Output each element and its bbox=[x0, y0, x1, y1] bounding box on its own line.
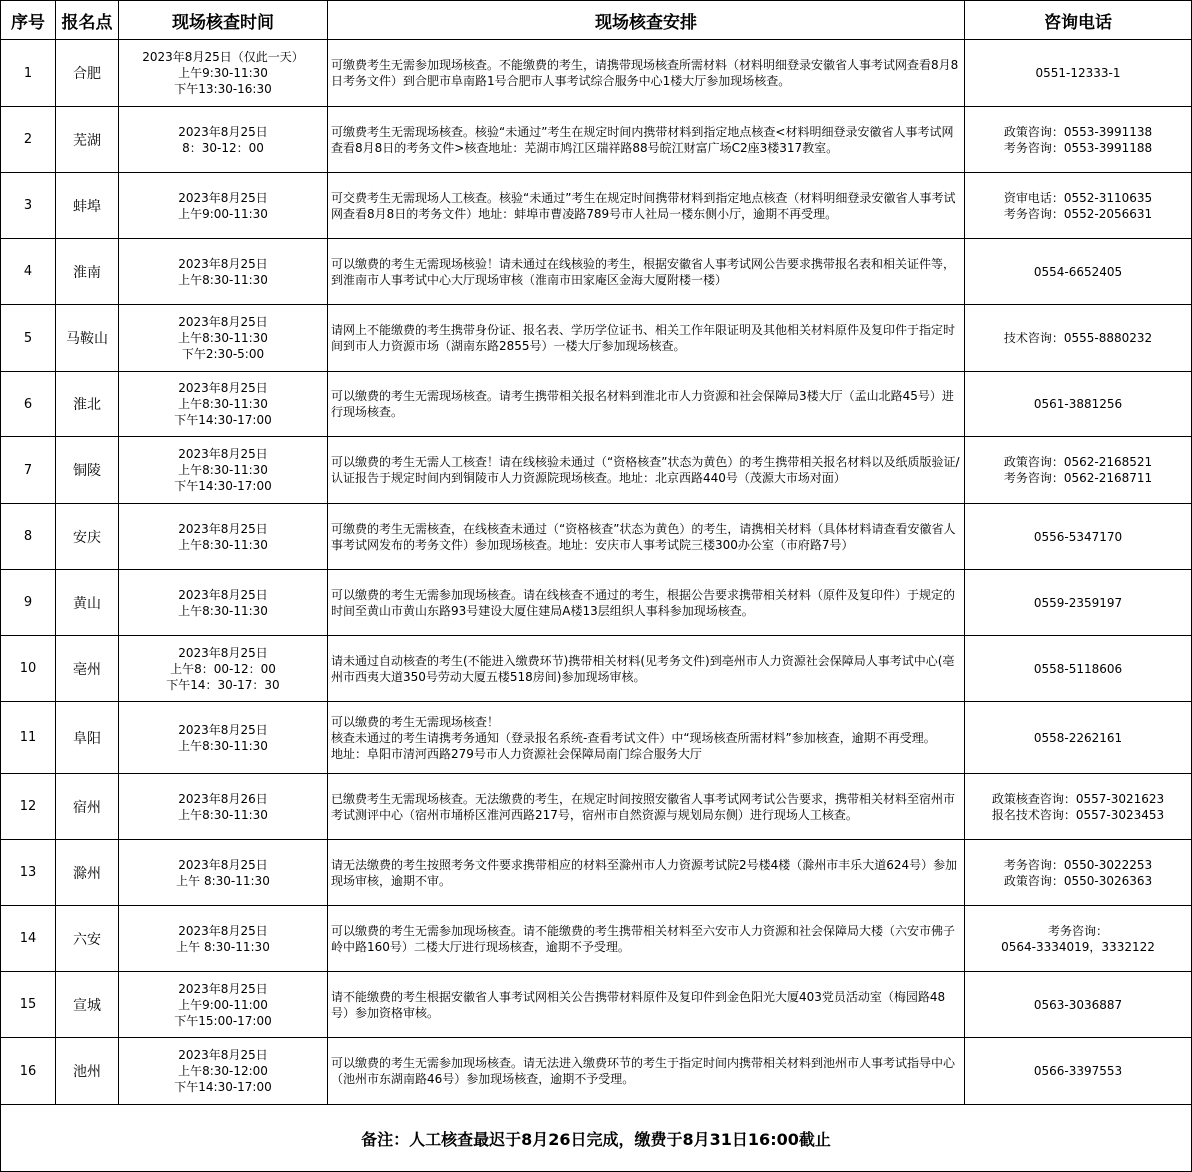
row-city: 阜阳 bbox=[56, 702, 119, 774]
row-time bbox=[119, 107, 328, 173]
row-time-line: 上午8:30-12:00 bbox=[178, 1064, 268, 1078]
row-time-line: 上午8：00-12：00 bbox=[170, 661, 276, 676]
row-index: 12 bbox=[1, 774, 56, 840]
row-time-line: 下午14:30-17:00 bbox=[174, 413, 272, 427]
row-arrangement: 可以缴费的考生无需现场核查。请考生携带相关报名材料到淮北市人力资源和社会保障局3楼大厅（孟山北路45号）进行现场核查。 bbox=[328, 372, 965, 437]
row-city: 宣城 bbox=[56, 972, 119, 1038]
row-arrangement-line: 可以缴费的考生无需现场核查！ bbox=[331, 714, 500, 729]
row-phone bbox=[965, 840, 1192, 906]
row-phone-line: 技术咨询：0555-8880232 bbox=[1003, 331, 1153, 345]
table-row bbox=[1, 239, 1192, 305]
row-phone bbox=[965, 570, 1192, 636]
row-time-line: 2023年8月25日 bbox=[178, 587, 268, 602]
table-row bbox=[1, 774, 1192, 840]
row-time-line: 2023年8月26日 bbox=[178, 791, 268, 806]
row-index: 2 bbox=[1, 107, 56, 173]
row-time bbox=[119, 636, 328, 702]
header-arrangement: 现场核查安排 bbox=[328, 1, 965, 40]
row-index: 3 bbox=[1, 173, 56, 239]
row-index: 7 bbox=[1, 437, 56, 504]
row-arrangement: 已缴费考生无需现场核查。无法缴费的考生，在规定时间按照安徽省人事考试网考试公告要求，携带相关材料至宿州市考试测评中心（宿州市埇桥区淮河西路217号，宿州市自然资源与规划局东侧）进行现场人工核查。 bbox=[328, 774, 965, 840]
row-time-line: 下午15:00-17:00 bbox=[174, 1013, 272, 1028]
row-index: 4 bbox=[1, 239, 56, 305]
row-time bbox=[119, 40, 328, 107]
row-phone-line: 0558-5118606 bbox=[1033, 661, 1123, 676]
row-arrangement: 请无法缴费的考生按照考务文件要求携带相应的材料至滁州市人力资源考试院2号楼4楼（滁州市丰乐大道624号）参加现场审核，逾期不审。 bbox=[328, 840, 965, 906]
row-time-line: 上午8:30-11:30 bbox=[178, 463, 268, 477]
row-phone bbox=[965, 636, 1192, 702]
note-row bbox=[1, 1105, 1192, 1172]
row-phone-line: 考务咨询：0562-2168711 bbox=[1003, 471, 1153, 485]
row-phone-line: 0558-2262161 bbox=[1033, 730, 1123, 745]
row-arrangement: 可以缴费的考生无需现场核验！请未通过在线核验的考生，根据安徽省人事考试网公告要求携带报名表和相关证件等，到淮南市人事考试中心大厅现场审核（淮南市田家庵区金海大厦附楼一楼） bbox=[328, 239, 965, 305]
row-phone-line: 考务咨询：0553-3991188 bbox=[1003, 140, 1153, 155]
row-arrangement-line: 核查未通过的考生请携考务通知（登录报名系统-查看考试文件）中“现场核查所需材料”参加核查，逾期不再受理。 bbox=[331, 730, 936, 745]
header-city: 报名点 bbox=[56, 1, 119, 40]
row-phone-line: 0563-3036887 bbox=[1033, 997, 1123, 1012]
row-time-line: 2023年8月25日 bbox=[178, 315, 268, 329]
row-index: 14 bbox=[1, 906, 56, 972]
row-phone-line: 0564-3334019，3332122 bbox=[1001, 939, 1155, 954]
row-time bbox=[119, 972, 328, 1038]
row-time bbox=[119, 774, 328, 840]
row-phone bbox=[965, 372, 1192, 437]
row-time bbox=[119, 1038, 328, 1105]
row-time-line: 下午2:30-5:00 bbox=[181, 347, 265, 361]
row-phone bbox=[965, 774, 1192, 840]
row-phone-line: 0561-3881256 bbox=[1033, 397, 1123, 411]
row-arrangement: 可以缴费的考生无需参加现场核查。请不能缴费的考生携带相关材料至六安市人力资源和社会保障局大楼（六安市佛子岭中路160号）二楼大厅进行现场核查，逾期不予受理。 bbox=[328, 906, 965, 972]
row-phone-line: 0554-6652405 bbox=[1033, 264, 1123, 279]
row-arrangement: 可交费考生无需现场人工核查。核验“未通过”考生在规定时间携带材料到指定地点核查（材料明细登录安徽省人事考试网查看8月8日的考务文件）地址：蚌埠市曹凌路789号市人社局一楼东侧小厅，逾期不再受理。 bbox=[328, 173, 965, 239]
row-time bbox=[119, 570, 328, 636]
row-time-line: 2023年8月25日 bbox=[178, 521, 268, 536]
row-time-line: 2023年8月25日 bbox=[178, 124, 268, 139]
row-phone bbox=[965, 173, 1192, 239]
row-arrangement: 可以缴费的考生无需人工核查！请在线核验未通过（“资格核查”状态为黄色）的考生携带相关报名材料以及纸质版验证/认证报告于规定时间内到铜陵市人力资源院现场核查。地址：北京西路440号（茂源大市场对面） bbox=[328, 437, 965, 504]
table-row bbox=[1, 972, 1192, 1038]
row-phone-line: 资审电话：0552-3110635 bbox=[1003, 190, 1153, 205]
row-phone bbox=[965, 305, 1192, 372]
row-time-line: 2023年8月25日 bbox=[178, 381, 268, 395]
row-phone-line: 0559-2359197 bbox=[1033, 595, 1123, 610]
row-phone-line: 0556-5347170 bbox=[1033, 529, 1123, 544]
row-time-line: 下午14:30-17:00 bbox=[174, 479, 272, 493]
row-city: 黄山 bbox=[56, 570, 119, 636]
row-arrangement: 可缴费考生无需参加现场核查。不能缴费的考生，请携带现场核查所需材料（材料明细登录安徽省人事考试网查看8月8日考务文件）到合肥市阜南路1号合肥市人事考试综合服务中心1楼大厅参加现场核查。 bbox=[328, 40, 965, 107]
row-phone bbox=[965, 40, 1192, 107]
row-phone bbox=[965, 906, 1192, 972]
row-city: 铜陵 bbox=[56, 437, 119, 504]
row-time-line: 2023年8月25日 bbox=[178, 1048, 268, 1062]
row-time-line: 下午14：30-17：30 bbox=[166, 677, 280, 692]
row-city: 芜湖 bbox=[56, 107, 119, 173]
row-time-line: 上午8:30-11:30 bbox=[178, 537, 268, 552]
row-index: 11 bbox=[1, 702, 56, 774]
row-phone-line: 考务咨询： bbox=[1047, 923, 1108, 938]
table-row bbox=[1, 906, 1192, 972]
row-time bbox=[119, 906, 328, 972]
row-time-line: 下午13:30-16:30 bbox=[174, 82, 272, 96]
row-time bbox=[119, 702, 328, 774]
row-city: 滁州 bbox=[56, 840, 119, 906]
row-time-line: 2023年8月25日 bbox=[178, 981, 268, 996]
table-row bbox=[1, 107, 1192, 173]
row-time bbox=[119, 173, 328, 239]
row-city: 宿州 bbox=[56, 774, 119, 840]
row-phone bbox=[965, 1038, 1192, 1105]
row-time-line: 上午8:30-11:30 bbox=[178, 807, 268, 822]
row-arrangement: 请网上不能缴费的考生携带身份证、报名表、学历学位证书、相关工作年限证明及其他相关材料原件及复印件于指定时间到市人力资源市场（湖南东路2855号）一楼大厅参加现场核查。 bbox=[328, 305, 965, 372]
row-time-line: 2023年8月25日 bbox=[178, 857, 268, 872]
row-city: 马鞍山 bbox=[56, 305, 119, 372]
header-time: 现场核查时间 bbox=[119, 1, 328, 40]
row-time-line: 2023年8月25日 bbox=[178, 256, 268, 271]
row-time-line: 上午9:00-11:00 bbox=[178, 997, 268, 1012]
row-index: 8 bbox=[1, 504, 56, 570]
row-phone bbox=[965, 972, 1192, 1038]
row-time bbox=[119, 437, 328, 504]
row-city: 亳州 bbox=[56, 636, 119, 702]
row-arrangement: 请不能缴费的考生根据安徽省人事考试网相关公告携带材料原件及复印件到金色阳光大厦403党员活动室（梅园路48号）参加资格审核。 bbox=[328, 972, 965, 1038]
row-index: 1 bbox=[1, 40, 56, 107]
header-phone: 咨询电话 bbox=[965, 1, 1192, 40]
row-arrangement-line: 地址：阜阳市清河西路279号市人力资源社会保障局南门综合服务大厅 bbox=[331, 746, 702, 761]
row-time bbox=[119, 504, 328, 570]
header-row bbox=[1, 1, 1192, 40]
table-row bbox=[1, 840, 1192, 906]
row-time bbox=[119, 372, 328, 437]
row-time-line: 上午8:30-11:30 bbox=[178, 738, 268, 753]
table-row bbox=[1, 437, 1192, 504]
row-phone-line: 考务咨询：0552-2056631 bbox=[1003, 206, 1153, 221]
row-city: 六安 bbox=[56, 906, 119, 972]
row-time-line: 下午14:30-17:00 bbox=[174, 1080, 272, 1094]
row-time-line: 上午8:30-11:30 bbox=[178, 331, 268, 345]
row-city: 淮北 bbox=[56, 372, 119, 437]
footer-note: 备注：人工核查最迟于8月26日完成，缴费于8月31日16:00截止 bbox=[1, 1105, 1192, 1172]
row-time-line: 2023年8月25日 bbox=[178, 645, 268, 660]
row-time-line: 上午 8:30-11:30 bbox=[176, 939, 270, 954]
row-arrangement: 可以缴费的考生无需参加现场核查。请无法进入缴费环节的考生于指定时间内携带相关材料到池州市人事考试指导中心（池州市东湖南路46号）参加现场核查，逾期不予受理。 bbox=[328, 1038, 965, 1105]
row-time-line: 上午9:00-11:30 bbox=[178, 206, 268, 221]
row-phone-line: 报名技术咨询：0557-3023453 bbox=[991, 807, 1165, 822]
row-phone bbox=[965, 239, 1192, 305]
row-arrangement: 请未通过自动核查的考生(不能进入缴费环节)携带相关材料(见考务文件)到亳州市人力资源社会保障局人事考试中心(亳州市西夷大道350号劳动大厦五楼518房间)参加现场审核。 bbox=[328, 636, 965, 702]
row-arrangement: 可缴费考生无需现场核查。核验“未通过”考生在规定时间内携带材料到指定地点核查<材料明细登录安徽省人事考试网查看8月8日的考务文件>核查地址：芜湖市鸠江区瑞祥路88号皖江财富广场C2座3楼317教室。 bbox=[328, 107, 965, 173]
row-time-line: 8：30-12：00 bbox=[182, 140, 264, 155]
row-time bbox=[119, 239, 328, 305]
row-time-line: 2023年8月25日 bbox=[178, 190, 268, 205]
row-city: 淮南 bbox=[56, 239, 119, 305]
row-time bbox=[119, 840, 328, 906]
table-row bbox=[1, 173, 1192, 239]
row-arrangement bbox=[328, 702, 965, 774]
table-row bbox=[1, 636, 1192, 702]
table-row bbox=[1, 40, 1192, 107]
table-row bbox=[1, 570, 1192, 636]
row-phone-line: 考务咨询：0550-3022253 bbox=[1003, 857, 1153, 872]
row-index: 10 bbox=[1, 636, 56, 702]
table-row bbox=[1, 372, 1192, 437]
row-city: 安庆 bbox=[56, 504, 119, 570]
row-city: 蚌埠 bbox=[56, 173, 119, 239]
row-city: 池州 bbox=[56, 1038, 119, 1105]
table-row bbox=[1, 1038, 1192, 1105]
row-phone-line: 0551-12333-1 bbox=[1035, 66, 1121, 80]
table-body bbox=[1, 40, 1192, 1105]
row-time-line: 上午8:30-11:30 bbox=[178, 397, 268, 411]
table-row bbox=[1, 305, 1192, 372]
row-time-line: 2023年8月25日 bbox=[178, 722, 268, 737]
row-city: 合肥 bbox=[56, 40, 119, 107]
row-index: 5 bbox=[1, 305, 56, 372]
row-phone-line: 政策咨询：0553-3991138 bbox=[1003, 124, 1153, 139]
row-time-line: 2023年8月25日 bbox=[178, 923, 268, 938]
row-phone bbox=[965, 702, 1192, 774]
row-phone bbox=[965, 504, 1192, 570]
row-phone-line: 政策咨询：0550-3026363 bbox=[1003, 873, 1153, 888]
row-time bbox=[119, 305, 328, 372]
table-row bbox=[1, 504, 1192, 570]
row-time-line: 上午8:30-11:30 bbox=[178, 603, 268, 618]
row-phone bbox=[965, 107, 1192, 173]
header-index: 序号 bbox=[1, 1, 56, 40]
row-index: 6 bbox=[1, 372, 56, 437]
row-phone-line: 0566-3397553 bbox=[1033, 1064, 1123, 1078]
row-index: 15 bbox=[1, 972, 56, 1038]
table-row bbox=[1, 702, 1192, 774]
row-arrangement: 可缴费的考生无需核查，在线核查未通过（“资格核查”状态为黄色）的考生，请携相关材料（具体材料请查看安徽省人事考试网发布的考务文件）参加现场核查。地址：安庆市人事考试院三楼300办公室（市府路7号） bbox=[328, 504, 965, 570]
row-index: 13 bbox=[1, 840, 56, 906]
row-phone-line: 政策核查咨询：0557-3021623 bbox=[991, 791, 1165, 806]
row-arrangement: 可以缴费的考生无需参加现场核查。请在线核查不通过的考生，根据公告要求携带相关材料（原件及复印件）于规定的时间至黄山市黄山东路93号建设大厦住建局A楼13层组织人事科参加现场核查。 bbox=[328, 570, 965, 636]
row-time-line: 上午8:30-11:30 bbox=[178, 272, 268, 287]
row-time-line: 2023年8月25日（仅此一天） bbox=[142, 50, 304, 64]
row-index: 9 bbox=[1, 570, 56, 636]
row-time-line: 上午9:30-11:30 bbox=[178, 66, 268, 80]
row-time-line: 2023年8月25日 bbox=[178, 447, 268, 461]
row-phone bbox=[965, 437, 1192, 504]
row-time-line: 上午 8:30-11:30 bbox=[176, 873, 270, 888]
row-phone-line: 政策咨询：0562-2168521 bbox=[1003, 455, 1153, 469]
row-index: 16 bbox=[1, 1038, 56, 1105]
